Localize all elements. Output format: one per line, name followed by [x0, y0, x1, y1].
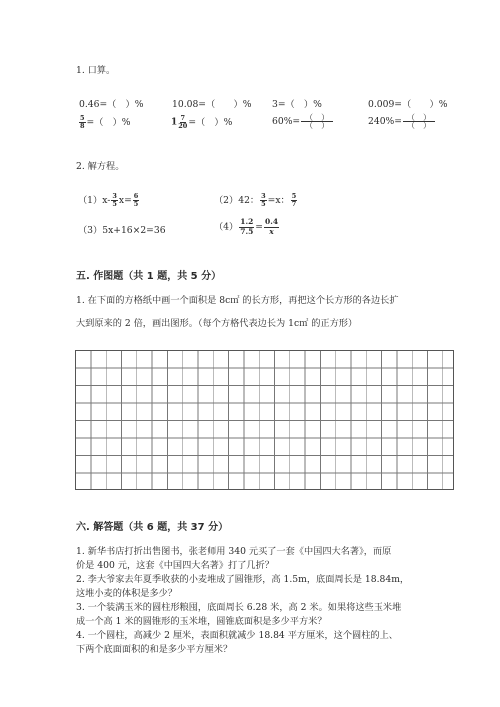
oral-item-6: 1 $\frac{7}{20}$ =（ ）%: [171, 114, 233, 130]
square-grid-paper[interactable]: [75, 350, 454, 490]
oral-item-1: 0.46=（ ）%: [79, 99, 144, 110]
oral-item-4: 0.009=（ ）%: [368, 99, 448, 110]
equation-4: （4） $\frac{1.2}{7.5}$ = $\frac{0.4}{x}$: [214, 217, 279, 236]
drawing-question-line-1: 1. 在下面的方格纸中画一个面积是 8c㎡ 的长方形，再把这个长方形的各边长扩: [76, 295, 399, 306]
drawing-section-heading: 五. 作图题（共 1 题，共 5 分）: [76, 271, 222, 282]
answer-line-5: 3. 一个装满玉米的圆柱形粮囤，底面周长 6.28 米，高 2 米。如果将这些玉米堆: [76, 602, 402, 613]
oral-item-8: 240%= $\frac{( )}{( )}$: [368, 114, 436, 129]
equation-3: （3）5x+16×2=36: [78, 225, 166, 236]
oral-item-3: 3=（ ）%: [272, 99, 322, 110]
drawing-question-line-2: 大到原来的 2 倍，画出图形。（每个方格代表边长为 1c㎡ 的正方形）: [76, 318, 358, 329]
answer-line-3: 2. 李大爷家去年夏季收获的小麦堆成了圆锥形，高 1.5m，底面周长是 18.84m，: [76, 574, 410, 585]
answer-line-7: 4. 一个圆柱，高减少 2 厘米，表面积就减少 18.84 平方厘米，这个圆柱的上、: [76, 630, 398, 641]
answer-line-8: 下两个底面面积的和是多少平方厘米？: [76, 644, 233, 655]
answer-line-1: 1. 新华书店打折出售图书，张老师用 340 元买了一套《中国四大名著》，而原: [76, 546, 392, 557]
answer-line-4: 这堆小麦的体积是多少？: [76, 588, 178, 599]
equations-heading: 2. 解方程。: [76, 161, 125, 172]
answers-section-heading: 六. 解答题（共 6 题，共 37 分）: [76, 522, 229, 533]
equation-1: （1）x- $\frac{3}{5}$ x= $\frac{6}{5}$: [78, 192, 139, 208]
oral-item-2: 10.08=（ ）%: [172, 99, 252, 110]
answer-line-2: 价是 400 元，这套《中国四大名著》打了几折？: [76, 560, 274, 571]
oral-item-7: 60%= $\frac{( )}{( )}$: [272, 114, 334, 129]
equation-2: （2）42： $\frac{3}{5}$ =x： $\frac{5}{7}$: [214, 192, 297, 208]
answer-line-6: 成一个高 1 米的圆锥形的玉米堆，圆锥底面积是多少平方米？: [76, 616, 327, 627]
oral-heading: 1. 口算。: [76, 65, 116, 76]
oral-item-5: $\frac{5}{8}$ =（ ）%: [80, 114, 131, 130]
